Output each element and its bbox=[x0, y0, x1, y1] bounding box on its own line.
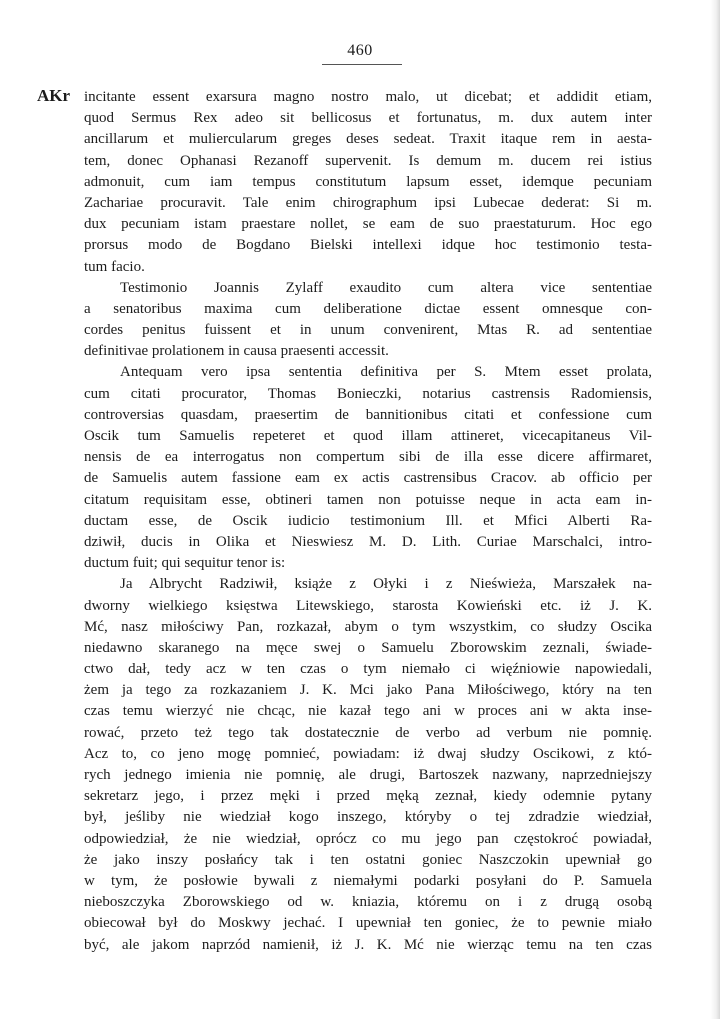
text-line: że jako inszy posłańcy tak i ten ostatni goniec Naszczokin upewniał go bbox=[84, 851, 652, 868]
text-line: definitivae prolationem in causa praesenti accessit. bbox=[84, 343, 389, 360]
text-line: żem ja tego za rozkazaniem J. K. Mci jako Pana Miłościwego, który na ten bbox=[84, 682, 652, 699]
paragraph-first-line: Ja Albrycht Radziwił, książe z Ołyki i z Nieświeża, Marszałek na- bbox=[120, 576, 652, 593]
text-line: dux pecuniam istam praestare nollet, se eam de suo praestaturum. Hoc ego bbox=[84, 216, 652, 233]
paragraph-first-line: Testimonio Joannis Zylaff exaudito cum altera vice sententiae bbox=[120, 279, 652, 296]
text-line: controversias quasdam, praesertim de bannitionibus citati et confessione cum bbox=[84, 406, 652, 423]
text-block bbox=[84, 87, 652, 956]
paragraph-first-line: Antequam vero ipsa sententia definitiva per S. Mtem esset prolata, bbox=[120, 364, 652, 381]
text-line: quod Sermus Rex adeo sit bellicosus et fortunatus, m. dux autem inter bbox=[84, 110, 652, 127]
text-line: czas temu wierzyć nie chcąc, nie kazał tego ani w proces ani w akta inse- bbox=[84, 703, 652, 720]
text-line: cordes penitus fuissent et in unum convenirent, Mtas R. ad sententiae bbox=[84, 322, 652, 339]
text-line: był, jeśliby nie wiedział kogo inszego, któryby o tej zdradzie wiedział, bbox=[84, 809, 652, 826]
page-number-rule bbox=[322, 64, 402, 65]
page-number: 460 bbox=[347, 42, 373, 59]
text-line: rych jednego imienia nie pomnię, ale drugi, Bartoszek nazwany, naprzedniejszy bbox=[84, 767, 652, 783]
text-line: ancillarum et muliercularum greges deses sedeat. Traxit itaque rem in aesta- bbox=[84, 131, 652, 148]
text-line: prorsus modo de Bogdano Bielski intellexi idque hoc testimonio testa- bbox=[84, 237, 652, 254]
text-line: w tym, że posłowie bywali z niemałymi podarki posyłani do P. Samuela bbox=[84, 872, 652, 889]
text-line: a senatoribus maxima cum deliberatione dictae essent omnesque con- bbox=[84, 300, 652, 317]
text-line: de Samuelis autem fassione eam ex actis castrensibus Cracov. ab officio per bbox=[84, 470, 652, 487]
text-line: incitante essent exarsura magno nostro malo, ut dicebat; et addidit etiam, bbox=[84, 89, 652, 105]
margin-label: AKr bbox=[37, 86, 71, 105]
text-line: ductum fuit; qui sequitur tenor is: bbox=[84, 555, 286, 572]
text-line: citatum requisitam esse, obtineri tamen non potuisse neque in acta eam in- bbox=[84, 491, 652, 508]
text-line: nieboszczyka Zborowskiego od w. kniazia, któremu on i z drugą osobą bbox=[84, 894, 652, 911]
text-line: Oscik tum Samuelis repeteret et quod illam attineret, vicecapitaneus Vil- bbox=[84, 428, 652, 444]
text-line: admonuit, cum iam tempus constitutum lapsum esset, idemque pecuniam bbox=[84, 173, 652, 190]
text-line: Acz to, co jeno mogę pomnieć, powiadam: iż dwaj słudzy Oscikowi, z któ- bbox=[84, 745, 652, 762]
text-line: ductam esse, de Oscik iudicio testimonium Ill. et Mfici Alberti Ra- bbox=[84, 512, 652, 529]
text-line: Mć, nasz miłościwy Pan, rozkazał, abym o tym wszystkim, co słudzy Oscika bbox=[84, 618, 652, 635]
page-edge-shadow bbox=[710, 0, 720, 1019]
text-line: być, ale jakom naprzód namienił, iż J. K. Mć nie wierząc temu na ten czas bbox=[84, 936, 652, 953]
text-line: rować, przeto też tego tak dostatecznie de verbo ad verbum nie pomnię. bbox=[84, 724, 652, 741]
text-line: niedawno skaranego na męce swej o Samuelu Zborowskim zeznali, świade- bbox=[84, 639, 652, 656]
text-line: dworny wielkiego księstwa Litewskiego, starosta Kowieński etc. iż J. K. bbox=[84, 597, 652, 614]
text-line: obiecował był do Moskwy jechać. I upewniał ten goniec, że to pewnie miało bbox=[84, 915, 652, 932]
text-line: sekretarz jego, i przez męki i przed męką zeznał, kiedy odemnie pytany bbox=[84, 788, 652, 805]
text-line: ctwo dał, tedy acz w ten czas o tym niemało ci więźniowie napowiedali, bbox=[84, 661, 652, 678]
text-line: odpowiedział, że nie wiedział, oprócz co mu jego pan częstokroć powiadał, bbox=[84, 830, 652, 847]
text-line: Zachariae procuravit. Tale enim chirographum ipsi Lubecae dederat: Si m. bbox=[84, 194, 652, 211]
text-line: tum facio. bbox=[84, 258, 145, 275]
text-line: nensis de ea interrogatus non compertum sibi de illa esse dicere affirmaret, bbox=[84, 449, 652, 466]
text-line: tem, donec Ophanasi Rezanoff supervenit. Is demum m. ducem rei istius bbox=[84, 152, 652, 169]
text-line: dziwił, ducis in Olika et Nieswiesz M. D. Lith. Curiae Marschalci, intro- bbox=[84, 533, 652, 550]
text-line: cum citati procurator, Thomas Bonieczki, notarius castrensis Radomiensis, bbox=[84, 385, 652, 402]
